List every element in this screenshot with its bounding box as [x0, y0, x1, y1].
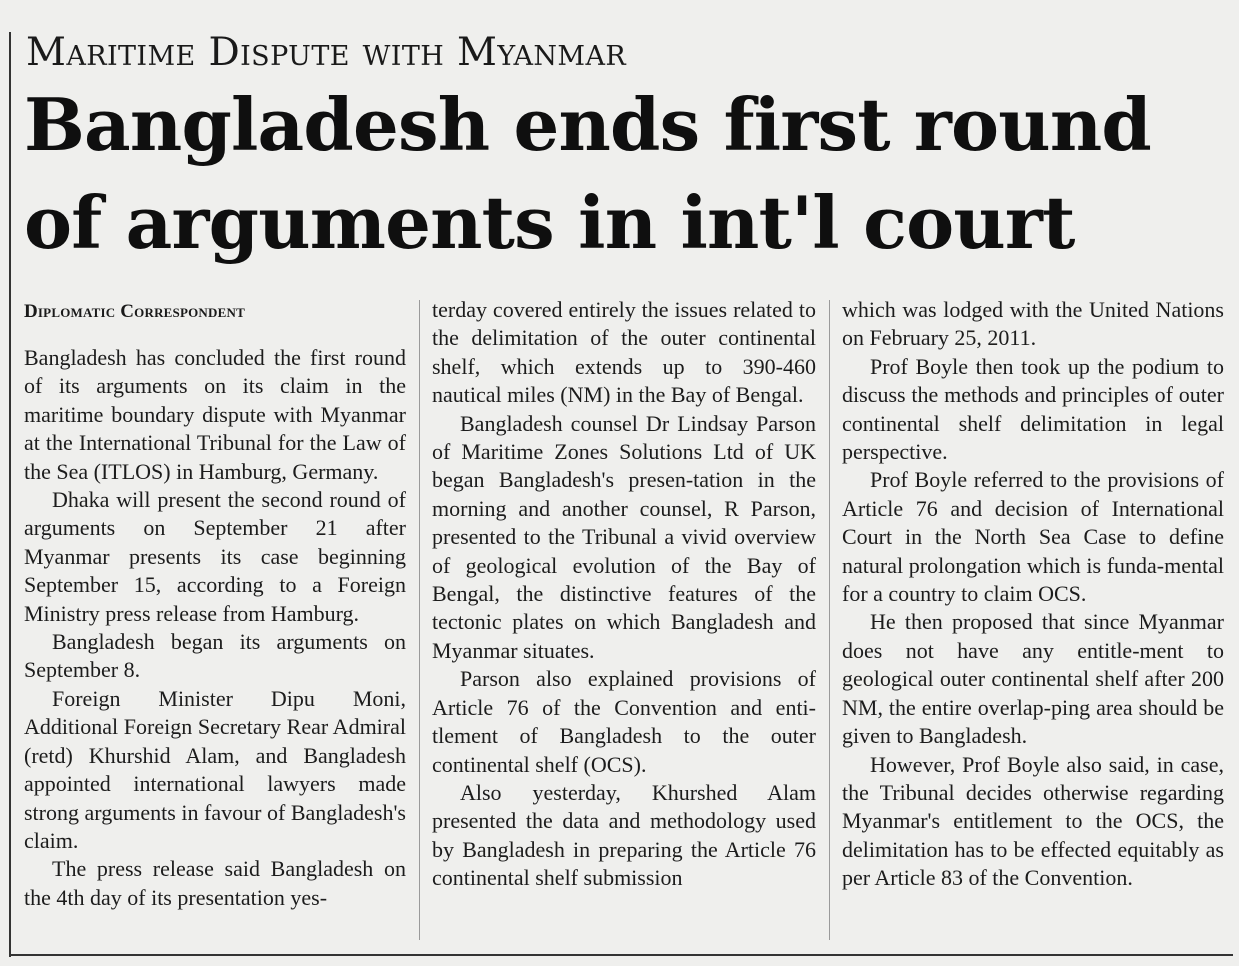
- paragraph: However, Prof Boyle also said, in case, the Tribunal decides otherwise regarding Myanmar's entitlement to the OCS, the delimitation has to be effected equitably as per Article 83 of the Convention.: [842, 751, 1224, 891]
- headline-line-2: of arguments in int'l court: [24, 180, 1075, 265]
- headline-line-1: Bangladesh ends first round: [24, 82, 1151, 167]
- paragraph: Also yesterday, Khurshed Alam presented the data and methodology used by Bangladesh in preparing the Article 76 continental shelf submission: [432, 779, 816, 891]
- paragraph: Dhaka will present the second round of arguments on September 21 after Myanmar presents its case beginning September 15, according to a Foreign Ministry press release from Hamburg.: [24, 487, 406, 626]
- paragraph: Bangladesh counsel Dr Lindsay Parson of Maritime Zones Solutions Ltd of UK began Bangladesh's presen-tation in the morning and another counsel, R Parson, presented to the Tribunal a vivid overview of geological evolution of the Bay of Bengal, the distinctive features of the tectonic plates on which Bangladesh and Myanmar situates.: [432, 410, 816, 663]
- paragraph: Parson also explained provisions of Article 76 of the Convention and enti-tlement of Bangladesh to the outer continental shelf (OCS).: [432, 666, 816, 777]
- bottom-border-rule: [9, 954, 1233, 956]
- paragraph: Prof Boyle then took up the podium to discuss the methods and principles of outer continental shelf delimitation in legal perspective.: [842, 353, 1224, 465]
- paragraph: Foreign Minister Dipu Moni, Additional Foreign Secretary Rear Admiral (retd) Khurshid Alam, and Bangladesh appointed international lawyers made strong arguments in favour of Bangladesh's claim.: [24, 685, 406, 853]
- column-divider: [419, 300, 420, 940]
- paragraph: He then proposed that since Myanmar does not have any entitle-ment to geological outer continental shelf after 200 NM, the entire overlap-ping area should be given to Bangladesh.: [842, 609, 1224, 749]
- paragraph: Bangladesh has concluded the first round of its arguments on its claim in the maritime boundary dispute with Myanmar at the International Tribunal for the Law of the Sea (ITLOS) in Hamburg, Germany.: [24, 345, 406, 484]
- paragraph: terday covered entirely the issues related to the delimitation of the outer continental shelf, which extends up to 390-460 nautical miles (NM) in the Bay of Bengal.: [432, 297, 816, 408]
- article-column-3: [842, 296, 1224, 893]
- article-column-1: [24, 296, 406, 912]
- byline: Diplomatic Correspondent: [24, 301, 245, 322]
- paragraph: Bangladesh began its arguments on September 8.: [24, 629, 406, 683]
- paragraph: Prof Boyle referred to the provisions of Article 76 and decision of International Court in the North Sea Case to define natural prolongation which is funda-mental for a country to claim OCS.: [842, 467, 1224, 607]
- column-divider: [829, 300, 830, 940]
- article-column-2: [432, 296, 816, 893]
- left-border-rule: [9, 32, 11, 957]
- paragraph: which was lodged with the United Nations on February 25, 2011.: [842, 297, 1224, 351]
- paragraph: The press release said Bangladesh on the 4th day of its presentation yes-: [24, 856, 406, 910]
- headline: [24, 76, 1234, 272]
- kicker-heading: Maritime Dispute with Myanmar: [26, 30, 627, 75]
